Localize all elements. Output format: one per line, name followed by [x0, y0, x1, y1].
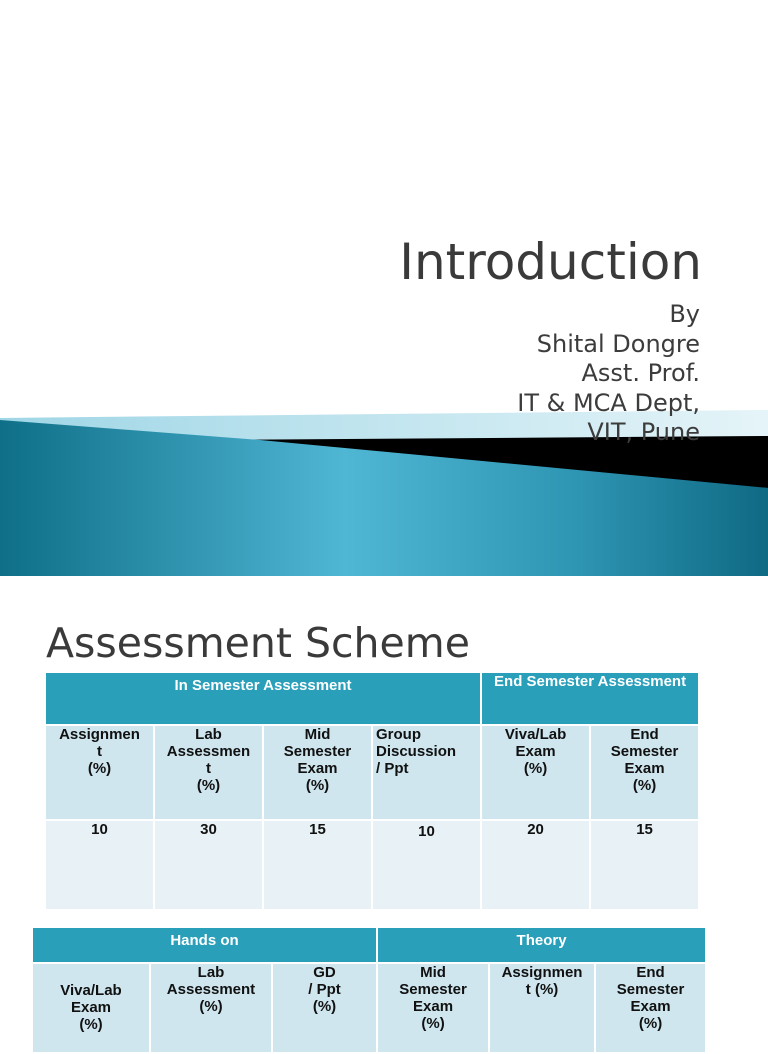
column-header: End Semester Exam (%): [590, 725, 699, 820]
column-header: Mid Semester Exam (%): [377, 963, 489, 1053]
byline-name: Shital Dongre: [536, 329, 700, 358]
assessment-slide: [0, 596, 768, 1033]
column-header: End Semester Exam (%): [595, 963, 706, 1053]
value-cell: 15: [263, 820, 372, 910]
group-header-end-semester: End Semester Assessment: [481, 672, 699, 725]
group-header-hands-on: Hands on: [32, 927, 377, 963]
slide-title: Assessment Scheme: [46, 619, 470, 667]
value-cell: 15: [590, 820, 699, 910]
assessment-table: [44, 671, 700, 911]
byline-institute: VIT, Pune: [587, 418, 700, 446]
value-cell: 20: [481, 820, 590, 910]
table-column-header-row: [45, 725, 699, 820]
byline: [517, 300, 700, 448]
byline-by: By: [669, 300, 700, 328]
column-header: Assignmen t (%): [489, 963, 595, 1053]
table-row: [45, 820, 699, 910]
byline-position: Asst. Prof.: [581, 359, 700, 387]
table-column-header-row: [32, 963, 706, 1053]
column-header: Viva/Lab Exam (%): [32, 963, 150, 1053]
column-header: Assignmen t (%): [45, 725, 154, 820]
table-group-header-row: [45, 672, 699, 725]
group-header-theory: Theory: [377, 927, 706, 963]
column-header: GD / Ppt (%): [272, 963, 377, 1053]
slide-title: Introduction: [399, 233, 702, 291]
table-group-header-row: [32, 927, 706, 963]
column-header: Group Discussion / Ppt: [372, 725, 481, 820]
value-cell: 30: [154, 820, 263, 910]
column-header: Lab Assessment (%): [150, 963, 272, 1053]
column-header: Lab Assessmen t (%): [154, 725, 263, 820]
byline-department: IT & MCA Dept,: [517, 388, 700, 417]
value-cell: 10: [45, 820, 154, 910]
value-cell: 10: [372, 820, 481, 910]
assessment-table-2: [31, 926, 707, 1054]
column-header: Mid Semester Exam (%): [263, 725, 372, 820]
group-header-in-semester: In Semester Assessment: [45, 672, 481, 725]
column-header: Viva/Lab Exam (%): [481, 725, 590, 820]
